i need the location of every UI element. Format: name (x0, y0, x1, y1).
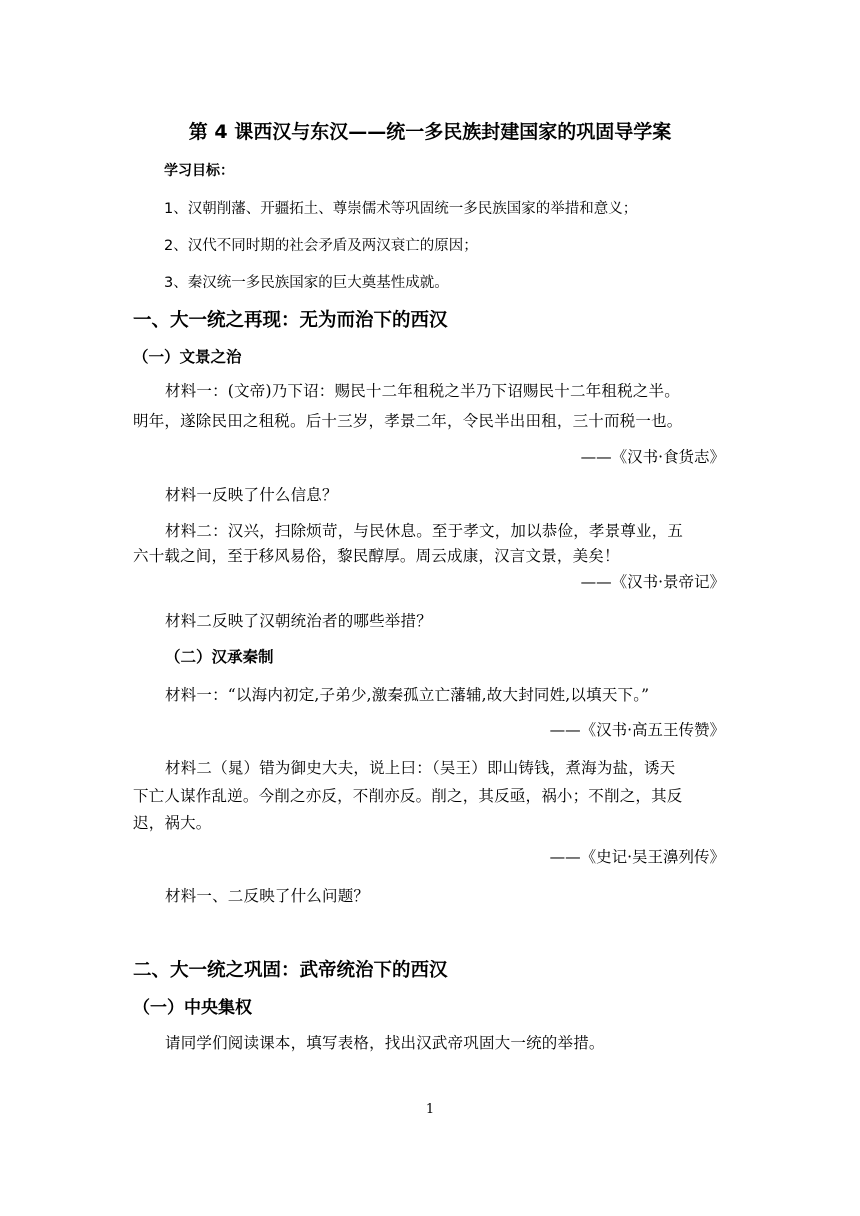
section1-sub2-heading: （二）汉承秦制 (165, 648, 274, 666)
material-source: ——《史记·吴王濞列传》 (549, 848, 725, 866)
objective-item: 3、秦汉统一多民族国家的巨大奠基性成就。 (164, 275, 449, 291)
material-text: 材料一：“以海内初定,子弟少,激秦孤立亡藩辅,故大封同姓,以填天下。” (165, 686, 650, 704)
objective-item: 2、汉代不同时期的社会矛盾及两汉衰亡的原因； (164, 238, 478, 254)
material-text: 材料一：(文帝)乃下诏：赐民十二年租税之半乃下诏赐民十二年租税之半。 (165, 382, 680, 400)
objective-item: 1、汉朝削藩、开疆拓土、尊崇儒术等巩固统一多民族国家的举措和意义； (164, 201, 638, 217)
material-text: 明年，遂除民田之租税。后十三岁，孝景二年，令民半出田租，三十而税一也。 (133, 412, 683, 430)
material-text: 迟，祸大。 (133, 814, 212, 832)
material-source: ——《汉书·食货志》 (580, 448, 725, 466)
question-text: 材料一、二反映了什么问题？ (165, 887, 370, 905)
section2-heading: 二、大一统之巩固：武帝统治下的西汉 (133, 960, 448, 981)
material-source: ——《汉书·景帝记》 (580, 573, 725, 591)
material-text: 材料二（晁）错为御史大夫，说上曰：（吴王）即山铸钱，煮海为盐，诱天 (165, 759, 676, 777)
material-source: ——《汉书·高五王传赞》 (549, 721, 725, 739)
page-number: 1 (425, 1102, 435, 1117)
question-text: 材料二反映了汉朝统治者的哪些举措？ (165, 612, 432, 630)
page-title: 第 4 课西汉与东汉——统一多民族封建国家的巩固导学案 (188, 121, 672, 143)
objectives-heading: 学习目标： (164, 163, 234, 179)
material-text: 六十载之间，至于移风易俗，黎民醇厚。周云成康，汉言文景，美矣！ (133, 547, 620, 565)
question-text: 材料一反映了什么信息？ (165, 486, 338, 504)
section1-heading: 一、大一统之再现：无为而治下的西汉 (133, 310, 448, 331)
section1-sub1-heading: （一）文景之治 (133, 348, 242, 366)
material-text: 下亡人谋作乱逆。今削之亦反，不削亦反。削之，其反亟，祸小；不削之，其反 (133, 787, 683, 805)
material-text: 材料二：汉兴，扫除烦苛，与民休息。至于孝文，加以恭俭，孝景尊业，五 (165, 522, 684, 540)
instruction-text: 请同学们阅读课本，填写表格，找出汉武帝巩固大一统的举措。 (165, 1034, 605, 1052)
section2-sub1-heading: （一）中央集权 (133, 998, 252, 1018)
